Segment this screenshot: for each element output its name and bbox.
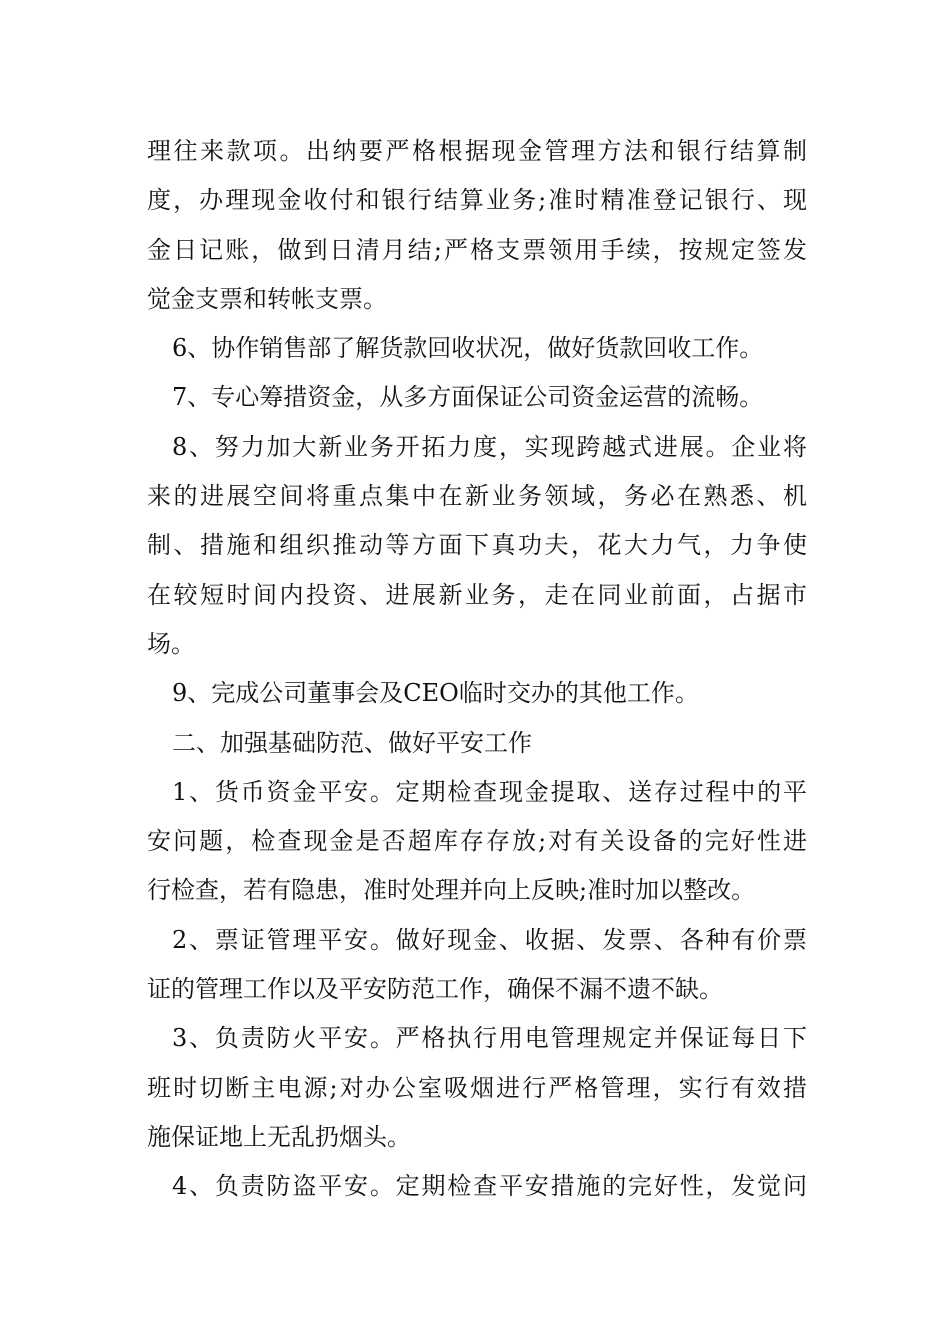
text-line: 金日记账，做到日清月结;严格支票领用手续，按规定签发	[147, 235, 807, 264]
text-line: 制、措施和组织推动等方面下真功夫，花大力气，力争使	[147, 531, 807, 560]
text-line: 觉金支票和转帐支票。	[147, 284, 387, 313]
text-line: 度，办理现金收付和银行结算业务;准时精准登记银行、现	[147, 186, 807, 215]
paragraph-item-2: 2、票证管理平安。做好现金、收据、发票、各种有价票	[172, 925, 807, 954]
text-line: 施保证地上无乱扔烟头。	[147, 1122, 411, 1151]
text-line: 安问题，检查现金是否超库存存放;对有关设备的完好性进	[147, 827, 807, 856]
section-heading: 二、加强基础防范、做好平安工作	[172, 728, 532, 757]
text-line: 来的进展空间将重点集中在新业务领域，务必在熟悉、机	[147, 482, 807, 511]
text-line: 在较短时间内投资、进展新业务，走在同业前面，占据市	[147, 580, 807, 609]
paragraph-item-1: 1、货币资金平安。定期检查现金提取、送存过程中的平	[172, 777, 807, 806]
paragraph-item-3: 3、负责防火平安。严格执行用电管理规定并保证每日下	[172, 1024, 807, 1053]
paragraph-item-9: 9、完成公司董事会及CEO临时交办的其他工作。	[172, 679, 699, 708]
paragraph-item-7: 7、专心筹措资金，从多方面保证公司资金运营的流畅。	[172, 383, 764, 412]
paragraph-item-8: 8、努力加大新业务开拓力度，实现跨越式进展。企业将	[172, 432, 807, 461]
text-line: 场。	[147, 629, 195, 658]
text-line: 班时切断主电源;对办公室吸烟进行严格管理，实行有效措	[147, 1073, 807, 1102]
document-body	[147, 127, 807, 1212]
text-line: 行检查，若有隐患，准时处理并向上反映;准时加以整改。	[147, 876, 756, 905]
text-line: 理往来款项。出纳要严格根据现金管理方法和银行结算制	[147, 137, 807, 165]
text-line: 证的管理工作以及平安防范工作，确保不漏不遗不缺。	[147, 975, 723, 1004]
paragraph-item-6: 6、协作销售部了解货款回收状况，做好货款回收工作。	[172, 334, 764, 363]
paragraph-item-4: 4、负责防盗平安。定期检查平安措施的完好性，发觉问	[172, 1172, 807, 1201]
